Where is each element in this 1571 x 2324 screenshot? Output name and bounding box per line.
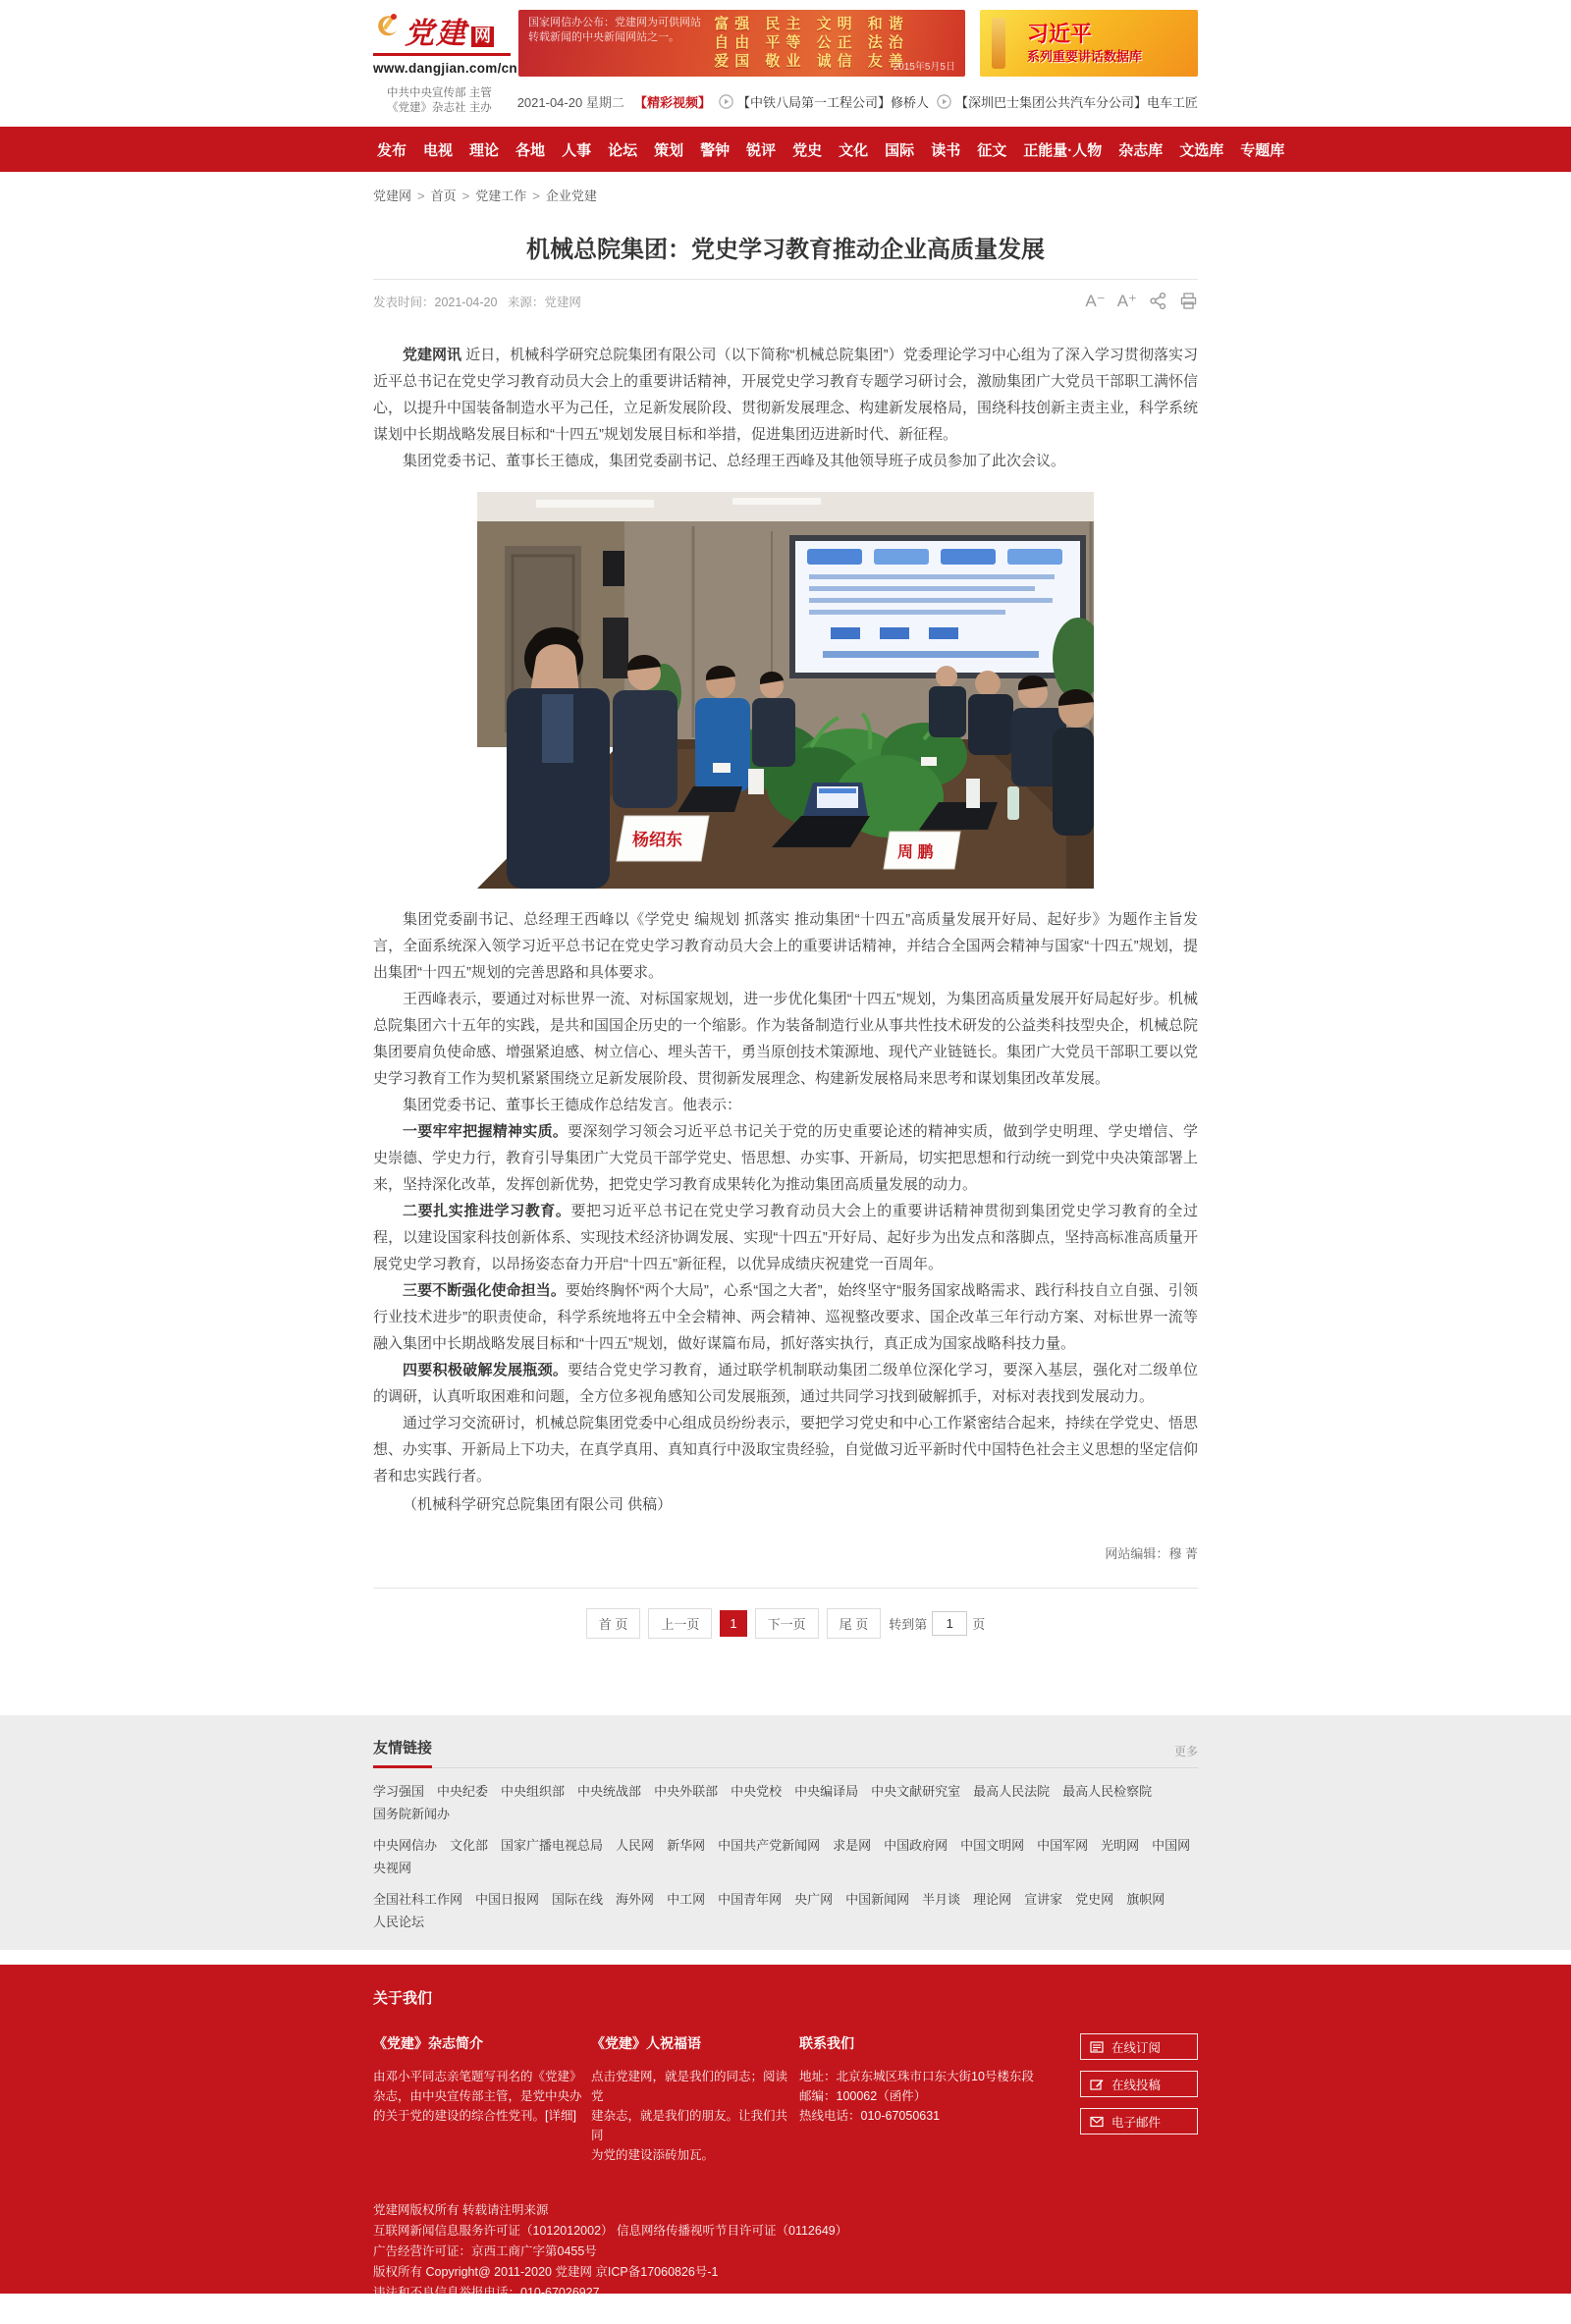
nav-item-renshi[interactable]: 人事	[562, 141, 592, 159]
paragraph-text: 要把习近平总书记在党史学习教育动员大会上的重要讲话精神贯彻到集团党史学习教育的全过程，以建设国家科技创新体系、实现技术经济协调发展、实现“十四五”开好局、起好步为出发点和落脚点，坚持高标准高质量开展党史学习教育，以昂扬姿态奋力开启“十四五”新征程，以优异成绩庆祝建党一百周年。	[373, 1203, 1198, 1272]
banner-right-line2: 系列重要讲话数据库	[1027, 48, 1143, 64]
friend-link[interactable]: 国务院新闻办	[373, 1807, 451, 1821]
paragraph-text: 集团党委书记、董事长王德成，集团党委副书记、总经理王西峰及其他领导班子成员参加了此次会议。	[403, 453, 1066, 469]
play-icon	[719, 94, 733, 109]
supervisor-line: 中共中央宣传部 主管	[387, 87, 492, 99]
friend-link[interactable]: 中央统战部	[577, 1784, 642, 1799]
contribute-label: 在线投稿	[1111, 2078, 1162, 2092]
friend-links-title: 友情链接	[373, 1737, 432, 1768]
photo-name-card-right: 周 鹏	[897, 844, 934, 861]
pagination-next-button[interactable]: 下一页	[755, 1608, 819, 1639]
footer-zipcode: 邮编：100062（函件）	[799, 2089, 927, 2103]
paragraph-lead: 二要扎实推进学习教育。	[403, 1203, 571, 1219]
video-section-tag[interactable]: 【精彩视频】	[633, 94, 711, 110]
friend-link[interactable]: 国际在线	[552, 1892, 604, 1907]
organizer-line: 《党建》杂志社 主办	[387, 102, 492, 114]
friend-links-row-3	[373, 1889, 1198, 1930]
pillar-graphic	[992, 18, 1005, 69]
friend-link[interactable]: 央视网	[373, 1861, 412, 1875]
friend-link[interactable]: 中央党校	[731, 1784, 783, 1799]
pagination	[373, 1608, 1198, 1639]
paragraph-lead: 一要牢牢把握精神实质。	[403, 1123, 569, 1140]
meeting-photo-illustration	[477, 492, 1094, 889]
play-icon	[937, 94, 951, 109]
friend-link[interactable]: 宣讲家	[1024, 1892, 1063, 1907]
license-line: 互联网新闻信息服务许可证（1012012002） 信息网络传播视听节目许可证（0112649）	[373, 2224, 848, 2238]
friend-link[interactable]: 理论网	[973, 1892, 1012, 1907]
article-title: 机械总院集团：党史学习教育推动企业高质量发展	[526, 237, 1045, 263]
logo-net-char: 网	[471, 27, 494, 47]
friend-link[interactable]: 半月谈	[922, 1892, 961, 1907]
breadcrumb-separator: >	[417, 189, 425, 203]
paragraph	[373, 986, 1198, 1092]
pagination-current-page[interactable]: 1	[720, 1610, 746, 1637]
editor-credit: 网站编辑：穆 菁	[1105, 1546, 1198, 1561]
friend-link[interactable]: 最高人民检察院	[1062, 1784, 1153, 1799]
paragraph	[373, 1410, 1198, 1489]
friend-link[interactable]: 中国日报网	[475, 1892, 540, 1907]
paragraph-text: 要始终胸怀“两个大局”，心系“国之大者”，始终坚守“服务国家战略需求、践行科技自立自强、引领行业技术进步”的职责使命，科学系统地将五中全会精神、两会精神、巡视整改要求、国企改革三年行动方案、对标世界一流等融入集团中长期战略发展目标和“十四五”规划，做好谋篇布局，抓好落实执行，真正成为国家战略科技力量。	[373, 1282, 1198, 1352]
friend-link[interactable]: 中国军网	[1037, 1838, 1089, 1853]
ad-license-line: 广告经营许可证：京西工商广字第0455号	[373, 2244, 597, 2258]
footer-col2-line: 建杂志，就是我们的朋友。让我们共同	[591, 2109, 788, 2142]
nav-item-guoji[interactable]: 国际	[885, 141, 915, 159]
paragraph-text: 集团党委书记、董事长王德成作总结发言。他表示：	[403, 1097, 742, 1113]
font-smaller-button[interactable]: A⁻	[1085, 292, 1106, 310]
banner-right-line1: 习近平	[1027, 21, 1093, 46]
friend-link[interactable]: 中央纪委	[437, 1784, 489, 1799]
friend-links-row-1	[373, 1781, 1198, 1822]
nav-item-dangshi[interactable]: 党史	[792, 141, 823, 159]
subscribe-label: 在线订阅	[1111, 2040, 1162, 2055]
footer-col1-line: 由邓小平同志亲笔题写刊名的《党建》	[373, 2070, 582, 2083]
byline	[373, 1491, 1198, 1518]
pagination-prev-button[interactable]: 上一页	[648, 1608, 712, 1639]
nav-item-jingzhong[interactable]: 警钟	[700, 141, 731, 159]
friend-link[interactable]: 最高人民法院	[973, 1784, 1051, 1799]
nav-item-zhengwen[interactable]: 征文	[977, 141, 1007, 159]
friend-link[interactable]: 海外网	[616, 1892, 655, 1907]
friend-link[interactable]: 中国政府网	[884, 1838, 948, 1853]
subscribe-icon	[1090, 2041, 1104, 2053]
bottom-divider	[373, 1588, 1198, 1589]
goto-page-input[interactable]	[932, 1611, 967, 1636]
notice-banner-line1: 国家网信办公布：党建网为可供网站	[528, 17, 701, 28]
friend-links-section	[0, 1715, 1571, 1950]
detail-link[interactable]: [详细]	[545, 2109, 576, 2123]
site-header	[0, 0, 1571, 118]
friend-link[interactable]: 学习强国	[373, 1784, 425, 1799]
video-headline-2[interactable]	[937, 92, 1198, 111]
site-footer	[0, 1965, 1571, 2320]
email-label: 电子邮件	[1111, 2115, 1162, 2130]
footer-col2-title: 《党建》人祝福语	[591, 2035, 701, 2051]
friend-link[interactable]: 中央网信办	[373, 1838, 438, 1853]
nav-item-cehua[interactable]: 策划	[654, 141, 684, 159]
friend-link[interactable]: 中央文献研究室	[871, 1784, 961, 1799]
nav-item-zhuantiku[interactable]: 专题库	[1240, 141, 1285, 159]
meeting-photo	[477, 492, 1094, 889]
friend-link[interactable]: 中工网	[667, 1892, 706, 1907]
site-logo[interactable]	[373, 10, 517, 77]
paragraph	[373, 448, 1198, 474]
logo-url: www.dangjian.com/cn	[373, 61, 517, 76]
core-values-row3: 爱国 敬业 诚信 友善	[714, 53, 909, 70]
goto-page-label: 转到第	[889, 1617, 928, 1632]
breadcrumb-separator: >	[461, 189, 470, 203]
paragraph-text: 王西峰表示，要通过对标世界一流、对标国家规划，进一步优化集团“十四五”规划，为集团高质量发展开好局起好步。机械总院集团六十五年的实践，是共和国国企历史的一个缩影。作为装备制造行业从事共性技术研发的公益类科技型央企，机械总院集团要肩负使命感、增强紧迫感、树立信心、埋头苦干，勇当原创技术策源地、现代产业链链长。集团广大党员干部职工要以党史学习教育工作为契机紧紧围绕立足新发展阶段、贯彻新发展理念、构建新发展格局来思考和谋划集团改革发展。	[373, 991, 1199, 1087]
paragraph	[373, 342, 1198, 448]
nav-item-zazhiku[interactable]: 杂志库	[1118, 141, 1164, 159]
print-icon[interactable]	[1179, 292, 1198, 310]
friend-link[interactable]: 中国青年网	[718, 1892, 783, 1907]
friend-link[interactable]: 国家广播电视总局	[501, 1838, 604, 1853]
breadcrumb	[373, 186, 1198, 204]
footer-address: 地址：北京东城区珠市口东大街10号楼东段	[799, 2070, 1034, 2083]
paragraph-text: 通过学习交流研讨，机械总院集团党委中心组成员纷纷表示，要把学习党史和中心工作紧密结合起来，持续在学党史、悟思想、办实事、开新局上下功夫，在真学真用、真知真行中汲取宝贵经验，自觉做习近平新时代中国特色社会主义思想的坚定信仰者和忠实践行者。	[373, 1415, 1199, 1485]
friend-link[interactable]: 中央外联部	[654, 1784, 719, 1799]
goto-page-suffix: 页	[972, 1617, 986, 1632]
paragraph-text: 近日，机械科学研究总院集团有限公司（以下简称“机械总院集团”）党委理论学习中心组为了深入学习贯彻落实习近平总书记在党史学习教育动员大会上的重要讲话精神，开展党史学习教育专题学习研讨会，激励集团广大党员干部职工满怀信心，以提升中国装备制造水平为己任，立足新发展阶段、贯彻新发展理念、构建新发展格局，围绕科技创新主责主业，科学系统谋划中长期战略发展目标和“十四五”规划发展目标和举措，促进集团迈进新时代、新征程。	[373, 347, 1199, 443]
paragraph	[373, 1277, 1198, 1357]
paragraph-lead: 党建网讯	[403, 347, 462, 363]
logo-brand-text: 党建	[405, 18, 467, 50]
footer-col1-line: 杂志，由中央宣传部主管，是党中央办	[373, 2089, 582, 2103]
friend-link[interactable]: 人民网	[616, 1838, 655, 1853]
copyright-block	[373, 2200, 1198, 2324]
publish-time: 发表时间：2021-04-20	[373, 295, 498, 309]
friend-link[interactable]: 中国新闻网	[845, 1892, 910, 1907]
paragraph-lead: 四要积极破解发展瓶颈。	[403, 1362, 569, 1378]
footer-hotline: 热线电话：010-67050631	[799, 2109, 941, 2123]
core-values-row1: 富强 民主 文明 和谐	[714, 16, 909, 32]
friend-link[interactable]: 文化部	[450, 1838, 489, 1853]
contribute-button[interactable]	[1080, 2071, 1198, 2097]
friend-link[interactable]: 求是网	[833, 1838, 872, 1853]
nav-item-luntan[interactable]: 论坛	[608, 141, 638, 159]
friend-link[interactable]: 新华网	[667, 1838, 706, 1853]
photo-name-card-left: 杨绍东	[632, 831, 682, 849]
friend-link[interactable]: 光明网	[1101, 1838, 1140, 1853]
footer-magazine-intro	[373, 2033, 591, 2165]
paragraph-lead: 三要不断强化使命担当。	[403, 1282, 566, 1299]
breadcrumb-site[interactable]: 党建网	[373, 189, 412, 203]
nav-item-dianshi[interactable]: 电视	[423, 141, 454, 159]
nav-item-wenhua[interactable]: 文化	[839, 141, 869, 159]
tech-support-line: 技术支持：中国文明网	[373, 2306, 497, 2320]
envelope-icon	[1090, 2116, 1104, 2128]
nav-item-zhengnengliang[interactable]: 正能量·人物	[1023, 141, 1103, 159]
core-values-row2: 自由 平等 公正 法治	[714, 34, 909, 51]
footer-col1-title: 《党建》杂志简介	[373, 2035, 483, 2051]
nav-item-wenxuanku[interactable]: 文选库	[1179, 141, 1224, 159]
pagination-first-button[interactable]: 首 页	[586, 1608, 641, 1639]
video-headline-1[interactable]	[719, 92, 929, 111]
icp-line: 版权所有 Copyright@ 2011-2020 党建网 京ICP备17060826号-1	[373, 2265, 719, 2279]
notice-banner-line2: 转载新闻的中央新闻网站之一。	[528, 31, 679, 43]
article-source: 来源：党建网	[507, 295, 581, 309]
friend-links-row-2	[373, 1835, 1198, 1876]
friend-link[interactable]: 央广网	[794, 1892, 834, 1907]
article-meta	[373, 280, 1198, 320]
article-body	[373, 342, 1198, 1518]
headline-text: 【中铁八局第一工程公司】修桥人	[736, 94, 929, 110]
friend-link[interactable]: 中国文明网	[960, 1838, 1025, 1853]
nav-item-lilun[interactable]: 理论	[469, 141, 500, 159]
paragraph-text: 集团党委副书记、总经理王西峰以《学党史 编规划 抓落实 推动集团“十四五”高质量发展开好局、起好步》为题作主旨发言，全面系统深入领学习近平总书记在党史学习教育动员大会上的重要讲话精神，并结合全国两会精神与国家“十四五”规划，提出集团“十四五”规划的完善思路和具体要求。	[373, 911, 1198, 981]
footer-contact	[799, 2033, 1074, 2165]
logo-underline	[373, 53, 511, 56]
breadcrumb-current[interactable]: 企业党建	[545, 189, 597, 203]
friend-link[interactable]: 旗帜网	[1126, 1892, 1165, 1907]
friend-links-more[interactable]: 更多	[1173, 1745, 1198, 1758]
report-phone-line: 违法和不良信息举报电话：010-67026927	[373, 2286, 600, 2299]
font-larger-button[interactable]: A⁺	[1116, 292, 1137, 310]
breadcrumb-section[interactable]: 党建工作	[475, 189, 527, 203]
today-date: 2021-04-20 星期二	[516, 94, 624, 110]
paragraph	[373, 906, 1198, 986]
notice-banner[interactable]	[518, 10, 965, 77]
paragraph	[373, 1092, 1198, 1118]
byline-text: （机械科学研究总院集团有限公司 供稿）	[403, 1496, 673, 1513]
email-button[interactable]	[1080, 2108, 1198, 2135]
paragraph	[373, 1118, 1198, 1198]
subscribe-button[interactable]	[1080, 2033, 1198, 2060]
headline-text: 【深圳巴士集团公共汽车分公司】电车工匠	[954, 94, 1198, 110]
breadcrumb-separator: >	[532, 189, 540, 203]
friend-link[interactable]: 全国社科工作网	[373, 1892, 463, 1907]
footer-col2-line: 点击党建网，就是我们的同志；阅读党	[591, 2070, 788, 2103]
footer-blessing	[591, 2033, 799, 2165]
notice-banner-date: 2015年5月5日	[893, 62, 955, 73]
about-us-title: 关于我们	[373, 1990, 433, 2007]
paragraph-text: 要结合党史学习教育，通过联学机制联动集团二级单位深化学习，要深入基层，强化对二级单位的调研，认真听取困难和问题，全方位多视角感知公司发展瓶颈，通过共同学习找到破解抓手，对标对表找到发展动力。	[373, 1362, 1198, 1405]
xi-speech-database-banner[interactable]	[980, 10, 1198, 77]
pencil-icon	[1090, 2079, 1104, 2090]
footer-col3-title: 联系我们	[799, 2035, 854, 2051]
party-emblem-icon	[373, 11, 401, 49]
footer-col1-line: 的关于党的建设的综合性党刊。	[373, 2109, 546, 2123]
friend-link[interactable]: 中国网	[1152, 1838, 1191, 1853]
friend-link[interactable]: 中央组织部	[501, 1784, 566, 1799]
friend-link[interactable]: 党史网	[1075, 1892, 1114, 1907]
friend-link[interactable]: 中国共产党新闻网	[718, 1838, 821, 1853]
paragraph	[373, 1357, 1198, 1410]
paragraph	[373, 1198, 1198, 1277]
footer-col2-line: 为党的建设添砖加瓦。	[591, 2148, 715, 2162]
pagination-last-button[interactable]: 尾 页	[827, 1608, 882, 1639]
share-icon[interactable]	[1149, 292, 1167, 310]
nav-item-ruiping[interactable]: 锐评	[746, 141, 777, 159]
nav-item-fabu[interactable]: 发布	[377, 141, 407, 159]
copyright-line: 党建网版权所有 转载请注明来源	[373, 2203, 549, 2217]
paragraph-text: 要深刻学习领会习近平总书记关于党的历史重要论述的精神实质，做到学史明理、学史增信、学史崇德、学史力行，教育引导集团广大党员干部学党史、悟思想、办实事、开新局，切实把思想和行动统一到党中央决策部署上来，坚持深化改革，发挥创新优势，把党史学习教育成果转化为推动集团高质量发展的动力。	[373, 1123, 1199, 1193]
breadcrumb-home[interactable]: 首页	[430, 189, 457, 203]
main-nav	[0, 127, 1571, 172]
friend-link[interactable]: 人民论坛	[373, 1915, 425, 1929]
nav-item-dushu[interactable]: 读书	[931, 141, 961, 159]
friend-link[interactable]: 中央编译局	[794, 1784, 859, 1799]
nav-item-gedi[interactable]: 各地	[515, 141, 546, 159]
